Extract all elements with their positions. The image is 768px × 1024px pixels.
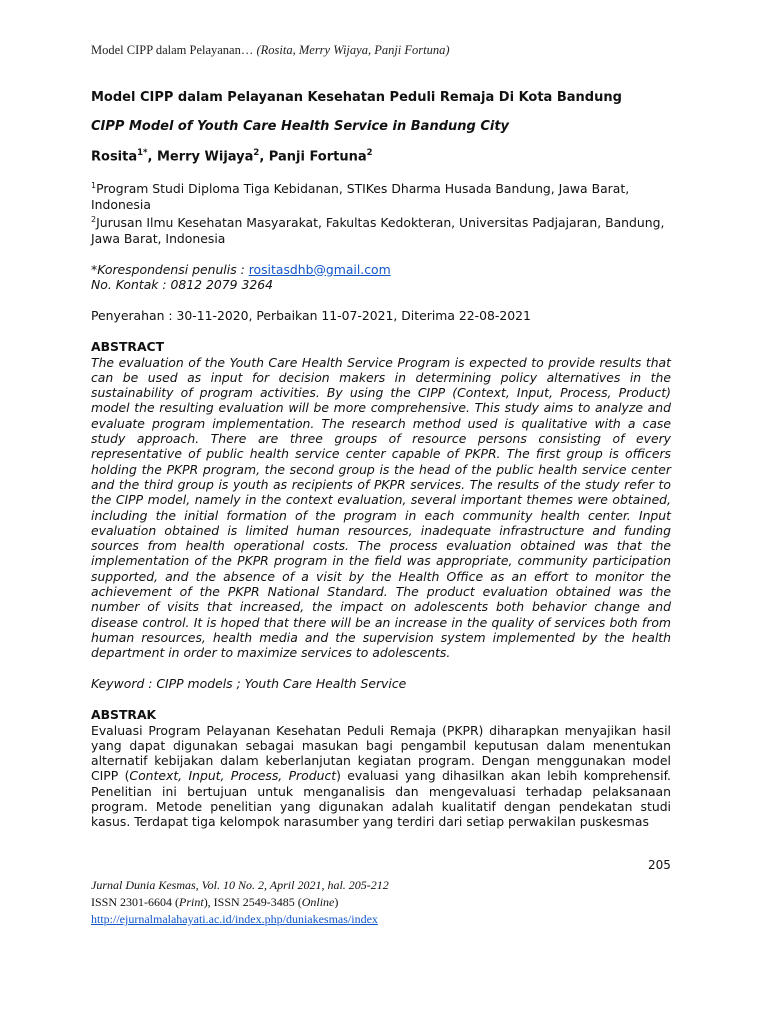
abstract-body: The evaluation of the Youth Care Health Service Program is expected to provide results that can be used as input for decision makers in determining policy alternatives in the sustainability of program activities. By using the CIPP (Context, Input, Process, Product) model the resulting evaluation will be more comprehensive. This study aims to analyze and evaluate program implementation. The research method used is qualitative with a case study approach. There are three groups of resource persons consisting of every representative of public health service center capable of PKPR. The first group is officers holding the PKPR program, the second group is the head of the public health service center and the third group is youth as recipients of PKPR services. The results of the study refer to the CIPP model, namely in the context evaluation, several important themes were obtained, including the initial formation of the program in each community health center. Input evaluation obtained is limited human resources, inadequate infrastructure and funding sources from health operational costs. The process evaluation obtained was that the implementation of the PKPR program in the field was appropriate, community participation supported, and the absence of a visit by the Health Office as an effort to monitor the achievement of the PKPR National Standard. The product evaluation obtained was the number of visits that increased, the impact on adolescents both behavior change and disease control. It is hoped that there will be an increase in the quality of services both from human resources, health media and the supervision system implemented by the health department in order to maximize services to adolescents. (91, 354, 671, 661)
running-head-title: Model CIPP dalam Pelayanan… (91, 43, 257, 57)
affiliation-superscript: 2 (91, 215, 97, 225)
affiliation (91, 212, 671, 246)
article-content (91, 90, 671, 830)
correspondence-line (91, 262, 671, 278)
author-superscript: 1* (137, 148, 148, 158)
author-name: Rosita (91, 149, 138, 165)
issn-print-label: Print (179, 895, 204, 909)
abstrak-text-part2: ) evaluasi yang dihasilkan akan lebih komprehensif. Penelitian ini bertujuan untuk menganalisis dan mengevaluasi terhadap pelaksanaan program. Metode penelitian yang digunakan adalah kualitatif dengan pendekatan studi kasus. Terdapat tiga kelompok narasumber yang terdiri dari setiap perwakilan puskesmas (91, 768, 671, 830)
page-number: 205 (648, 858, 671, 872)
abstrak-text-part1: Evaluasi Program Pelayanan Kesehatan Peduli Remaja (PKPR) diharapkan menyajikan hasil yang dapat digunakan sebagai masukan bagi pengambil keputusan dalam menentukan alternatif kebijakan dalam keberlanjutan kegiatan program. Dengan menggunakan model CIPP ( (91, 722, 671, 784)
abstrak-body (91, 723, 671, 830)
submission-dates: Penyerahan : 30-11-2020, Perbaikan 11-07-2021, Diterima 22-08-2021 (91, 307, 531, 323)
abstract-heading: ABSTRACT (91, 339, 165, 355)
affiliation-text: Program Studi Diploma Tiga Kebidanan, STIKes Dharma Husada Bandung, Jawa Barat, Indonesia (91, 181, 630, 212)
running-head (91, 43, 450, 58)
journal-url-link[interactable]: http://ejurnalmalahayati.ac.id/index.php/duniakesmas/index (91, 912, 378, 926)
issn-online-text: ), ISSN 2549-3485 ( (203, 895, 302, 909)
issn-print-text: ISSN 2301-6604 ( (91, 895, 180, 909)
affiliation (91, 178, 671, 212)
author-superscript: 2 (253, 148, 260, 158)
issn-online-label: Online (301, 895, 335, 909)
correspondence-email-link[interactable]: rositasdhb@gmail.com (248, 261, 391, 277)
journal-citation: Jurnal Dunia Kesmas, Vol. 10 No. 2, April 2021, hal. 205-212 (91, 878, 389, 892)
correspondence-block (91, 262, 671, 293)
author-separator: , (259, 149, 269, 165)
running-head-authors: (Rosita, Merry Wijaya, Panji Fortuna) (256, 43, 450, 57)
abstrak-italic-cipp: Context, Input, Process, Product (129, 768, 337, 784)
contact-number: No. Kontak : 0812 2079 3264 (91, 277, 273, 293)
author-name: Panji Fortuna (268, 149, 367, 165)
journal-footer (91, 877, 389, 928)
journal-url-line (91, 911, 389, 928)
author-list (91, 148, 671, 164)
author-separator: , (147, 149, 157, 165)
affiliation-text: Jurusan Ilmu Kesehatan Masyarakat, Fakultas Kedokteran, Universitas Padjajaran, Bandung, Jawa Barat, Indonesia (91, 215, 665, 247)
keywords: Keyword : CIPP models ; Youth Care Health Service (91, 675, 407, 691)
issn-line (91, 894, 389, 911)
paper-subtitle-english: CIPP Model of Youth Care Health Service in Bandung City (91, 119, 510, 134)
author-name: Merry Wijaya (156, 149, 254, 165)
affiliation-superscript: 1 (91, 181, 97, 191)
abstrak-heading: ABSTRAK (91, 707, 157, 723)
issn-close: ) (334, 895, 339, 909)
author-superscript: 2 (366, 148, 373, 158)
correspondence-label: *Korespondensi penulis : (91, 261, 249, 277)
paper-title: Model CIPP dalam Pelayanan Kesehatan Peduli Remaja Di Kota Bandung (91, 90, 622, 105)
